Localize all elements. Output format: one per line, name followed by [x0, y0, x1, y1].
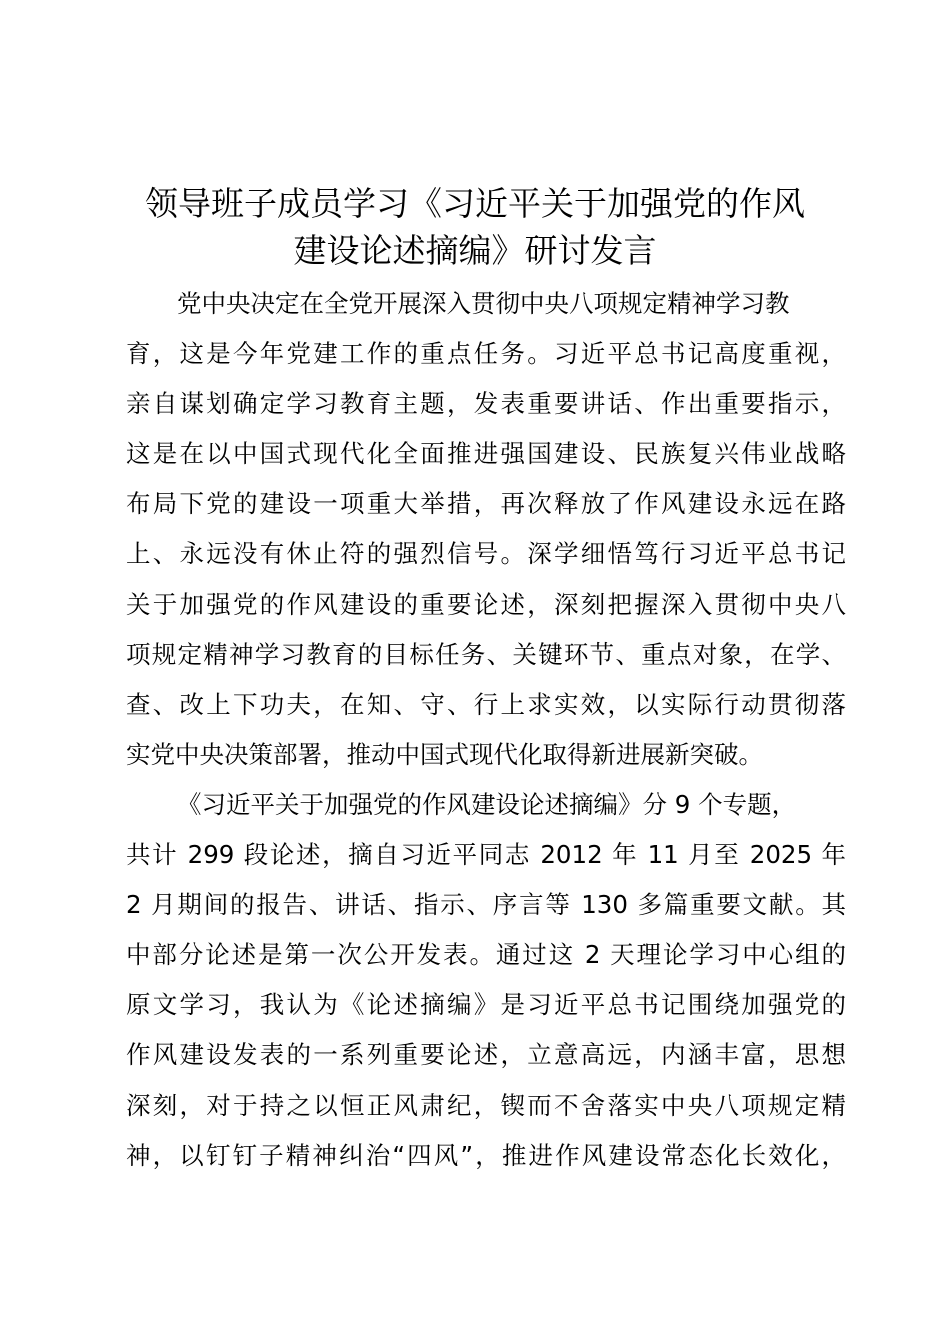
- text-line: 作风建设发表的一系列重要论述，立意高远，内涵丰富，思想: [126, 1040, 846, 1070]
- text-line: 《习近平关于加强党的作风建设论述摘编》分 9 个专题，: [177, 789, 797, 819]
- text-line: 2 月期间的报告、讲话、指示、序言等 130 多篇重要文献。其: [126, 890, 846, 920]
- text-line: 上、永远没有休止符的强烈信号。深学细悟笃行习近平总书记: [126, 539, 846, 569]
- document-title: [110, 180, 840, 274]
- text-line: 项规定精神学习教育的目标任务、关键环节、重点对象，在学、: [126, 639, 846, 669]
- title-line: 建设论述摘编》研讨发言: [293, 231, 657, 270]
- text-line: 实党中央决策部署，推动中国式现代化取得新进展新突破。: [126, 739, 763, 769]
- text-line: 这是在以中国式现代化全面推进强国建设、民族复兴伟业战略: [126, 439, 846, 469]
- text-line: 亲自谋划确定学习教育主题，发表重要讲话、作出重要指示，: [126, 389, 846, 419]
- text-line: 查、改上下功夫，在知、守、行上求实效，以实际行动贯彻落: [126, 689, 846, 719]
- text-line: 布局下党的建设一项重大举措，再次释放了作风建设永远在路: [126, 489, 846, 519]
- text-line: 中部分论述是第一次公开发表。通过这 2 天理论学习中心组的: [126, 940, 846, 970]
- text-line: 深刻，对于持之以恒正风肃纪，锲而不舍落实中央八项规定精: [126, 1090, 846, 1120]
- text-line: 原文学习，我认为《论述摘编》是习近平总书记围绕加强党的: [126, 990, 846, 1020]
- document-body: [126, 279, 846, 1181]
- text-line: 神，以钉钉子精神纠治“四风”，推进作风建设常态化长效化，: [126, 1140, 846, 1170]
- text-line: 育，这是今年党建工作的重点任务。习近平总书记高度重视，: [126, 339, 846, 369]
- text-line: 共计 299 段论述，摘自习近平同志 2012 年 11 月至 2025 年: [126, 840, 846, 870]
- text-line: 党中央决定在全党开展深入贯彻中央八项规定精神学习教: [177, 289, 790, 318]
- title-line: 领导班子成员学习《习近平关于加强党的作风: [145, 184, 805, 223]
- text-line: 关于加强党的作风建设的重要论述，深刻把握深入贯彻中央八: [126, 589, 846, 619]
- paragraph-2: [126, 780, 846, 1181]
- paragraph-1: [126, 279, 846, 780]
